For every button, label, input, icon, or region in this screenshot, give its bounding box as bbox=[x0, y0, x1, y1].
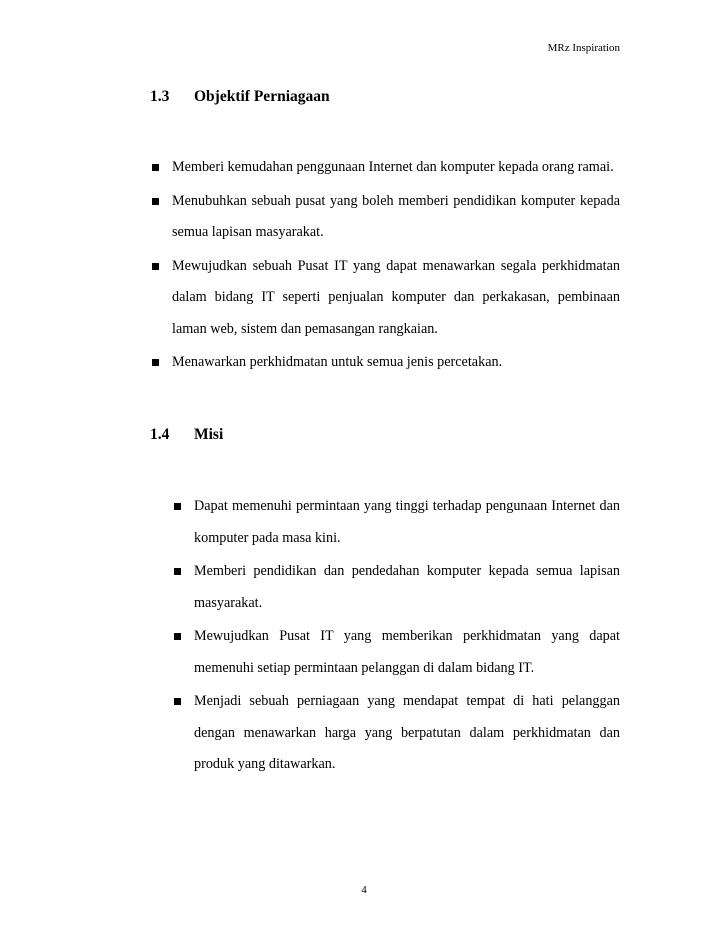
section-title: Objektif Perniagaan bbox=[194, 88, 330, 105]
square-bullet-icon bbox=[174, 568, 181, 575]
square-bullet-icon bbox=[152, 164, 159, 171]
section-number: 1.3 bbox=[150, 88, 170, 105]
square-bullet-icon bbox=[174, 698, 181, 705]
square-bullet-icon bbox=[174, 633, 181, 640]
list-item: Menawarkan perkhidmatan untuk semua jenis percetakan. bbox=[172, 347, 620, 379]
list-item: Mewujudkan Pusat IT yang memberikan perkhidmatan yang dapat memenuhi setiap permintaan pelanggan di dalam bidang IT. bbox=[194, 621, 620, 684]
objektif-list bbox=[172, 152, 620, 381]
page-number: 4 bbox=[361, 884, 367, 896]
page-header: MRz Inspiration bbox=[547, 42, 620, 54]
square-bullet-icon bbox=[152, 198, 159, 205]
list-item: Memberi pendidikan dan pendedahan komputer kepada semua lapisan masyarakat. bbox=[194, 556, 620, 619]
misi-list bbox=[194, 491, 620, 783]
list-item: Dapat memenuhi permintaan yang tinggi terhadap pengunaan Internet dan komputer pada masa kini. bbox=[194, 491, 620, 554]
square-bullet-icon bbox=[152, 359, 159, 366]
section-heading-misi bbox=[150, 426, 223, 444]
list-item: Memberi kemudahan penggunaan Internet dan komputer kepada orang ramai. bbox=[172, 152, 620, 184]
list-item: Mewujudkan sebuah Pusat IT yang dapat menawarkan segala perkhidmatan dalam bidang IT seperti penjualan komputer dan perkakasan, pembinaan laman web, sistem dan pemasangan rangkaian. bbox=[172, 251, 620, 346]
square-bullet-icon bbox=[152, 263, 159, 270]
square-bullet-icon bbox=[174, 503, 181, 510]
list-item: Menjadi sebuah perniagaan yang mendapat tempat di hati pelanggan dengan menawarkan harga yang berpatutan dalam perkhidmatan dan produk yang ditawarkan. bbox=[194, 686, 620, 781]
list-item: Menubuhkan sebuah pusat yang boleh memberi pendidikan komputer kepada semua lapisan masyarakat. bbox=[172, 186, 620, 249]
section-title: Misi bbox=[194, 426, 224, 443]
section-heading-objektif bbox=[150, 88, 330, 106]
section-number: 1.4 bbox=[150, 426, 170, 443]
